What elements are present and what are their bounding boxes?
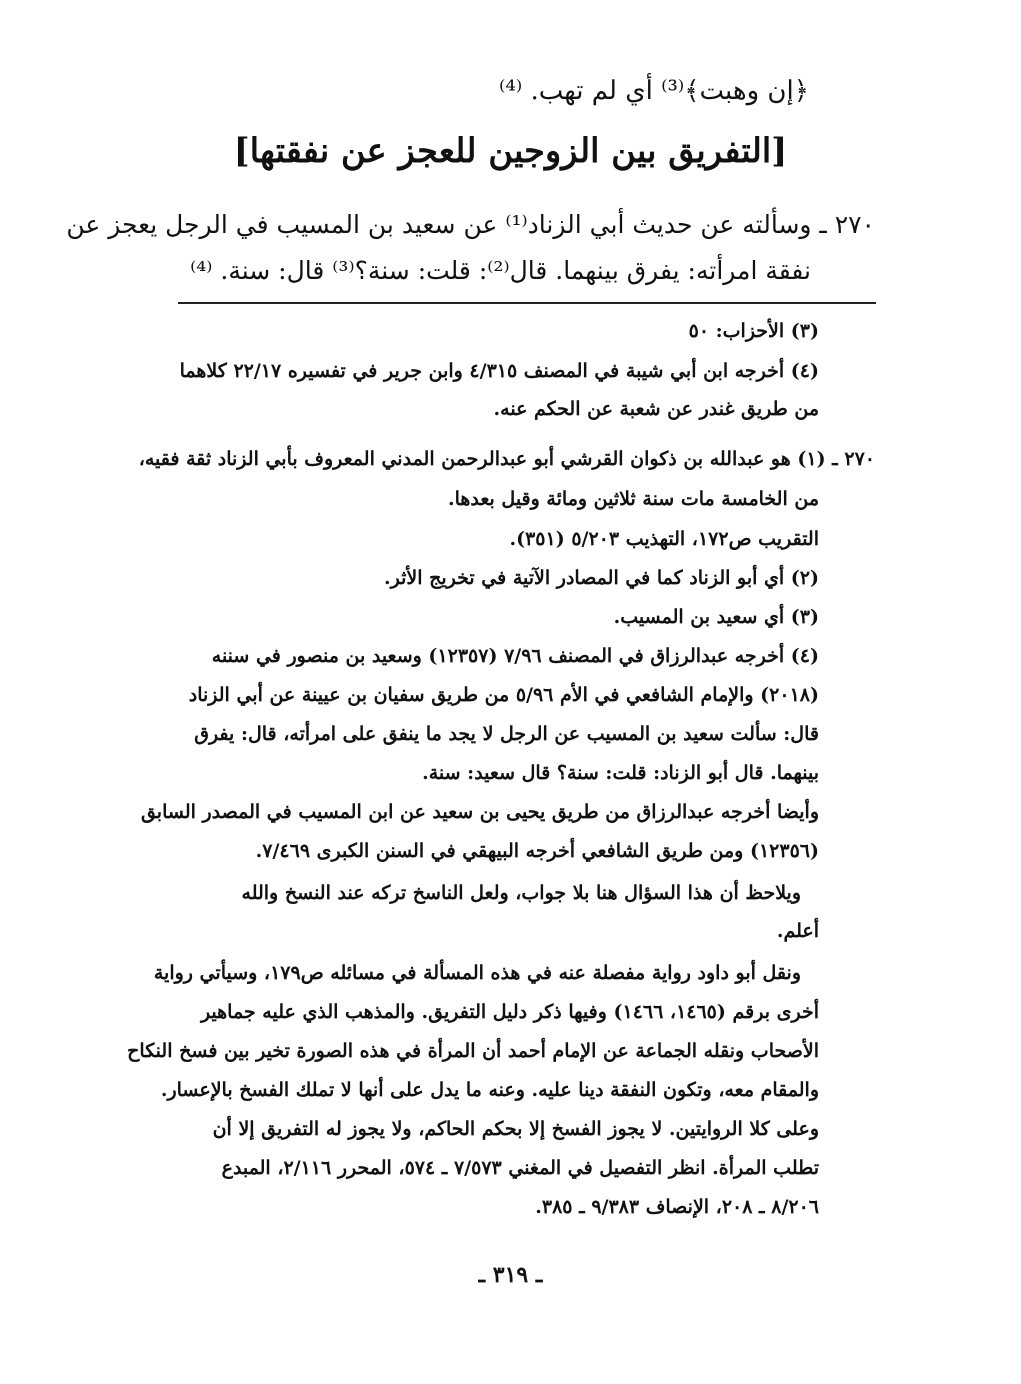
main-text-line-1: ٢٧٠ ـ وسألته عن حديث أبي الزناد⁽¹⁾ عن سعيد بن المسيب في الرجل يعجز عن — [66, 210, 875, 239]
footnote-line: تطلب المرأة. انظر التفصيل في المغني ٧/٥٧٣ ـ ٥٧٤، المحرر ٢/١١٦، المبدع — [221, 1157, 819, 1179]
footnote-line: والمقام معه، وتكون النفقة دينا عليه. وعنه ما يدل على أنها لا تملك الفسخ بالإعسار. — [160, 1079, 819, 1101]
footnote-line: ويلاحظ أن هذا السؤال هنا بلا جواب، ولعل الناسخ تركه عند النسخ والله — [241, 882, 801, 904]
section-heading: [التفريق بين الزوجين للعجز عن نفقتها] — [233, 130, 788, 170]
quran-verse-line: ﴿إن وهبت﴾⁽³⁾ أي لم تهب. ⁽⁴⁾ — [498, 76, 809, 106]
footnote-divider — [178, 302, 876, 304]
footnote-line: وأيضا أخرجه عبدالرزاق من طريق يحيى بن سعيد عن ابن المسيب في المصدر السابق — [140, 801, 819, 823]
footnote-line: ٨/٢٠٦ ـ ٢٠٨، الإنصاف ٩/٣٨٣ ـ ٣٨٥. — [535, 1196, 819, 1218]
footnote-line: (٢) أي أبو الزناد كما في المصادر الآتية في تخريج الأثر. — [383, 567, 819, 589]
footnote-line: (٤) أخرجه عبدالرزاق في المصنف ٧/٩٦ (١٢٣٥٧) وسعيد بن منصور في سننه — [211, 645, 819, 667]
footnote-line: ٢٧٠ ـ (١) هو عبدالله بن ذكوان القرشي أبو عبدالرحمن المدني المعروف بأبي الزناد ثقة فقيه، — [138, 448, 875, 470]
page-number: ـ ٣١٩ ـ — [478, 1262, 543, 1288]
footnote-line: (٣) الأحزاب: ٥٠ — [688, 320, 819, 342]
footnote-line: بينهما. قال أبو الزناد: قلت: سنة؟ قال سعيد: سنة. — [422, 762, 819, 784]
main-text-line-2: نفقة امرأته: يفرق بينهما. قال⁽²⁾: قلت: سنة؟⁽³⁾ قال: سنة. ⁽⁴⁾ — [190, 256, 811, 285]
footnote-line: (١٢٣٥٦) ومن طريق الشافعي أخرجه البيهقي في السنن الكبرى ٧/٤٦٩. — [255, 840, 819, 862]
footnote-line: قال: سألت سعيد بن المسيب عن الرجل لا يجد ما ينفق على امرأته، قال: يفرق — [194, 723, 819, 745]
footnote-line: (٢٠١٨) والإمام الشافعي في الأم ٥/٩٦ من طريق سفيان بن عيينة عن أبي الزناد — [188, 684, 819, 706]
footnote-line: الأصحاب ونقله الجماعة عن الإمام أحمد أن المرأة في هذه الصورة تخير بين فسخ النكاح — [127, 1040, 819, 1062]
footnote-line: التقريب ص١٧٢، التهذيب ٥/٢٠٣ (٣٥١). — [509, 528, 819, 550]
footnote-line: أخرى برقم (١٤٦٥، ١٤٦٦) وفيها ذكر دليل التفريق. والمذهب الذي عليه جماهير — [200, 1001, 819, 1023]
footnote-line: وعلى كلا الروايتين. لا يجوز الفسخ إلا بحكم الحاكم، ولا يجوز له التفريق إلا أن — [212, 1118, 819, 1140]
footnote-line: من طريق غندر عن شعبة عن الحكم عنه. — [493, 398, 819, 420]
footnote-line: أعلم. — [776, 920, 819, 942]
footnote-line: ونقل أبو داود رواية مفصلة عنه في هذه المسألة في مسائله ص١٧٩، وسيأتي رواية — [153, 962, 801, 984]
footnote-line: (٣) أي سعيد بن المسيب. — [613, 606, 819, 628]
footnote-line: من الخامسة مات سنة ثلاثين ومائة وقيل بعدها. — [447, 488, 819, 510]
footnote-line: (٤) أخرجه ابن أبي شيبة في المصنف ٤/٣١٥ وابن جرير في تفسيره ٢٢/١٧ كلاهما — [179, 360, 819, 382]
